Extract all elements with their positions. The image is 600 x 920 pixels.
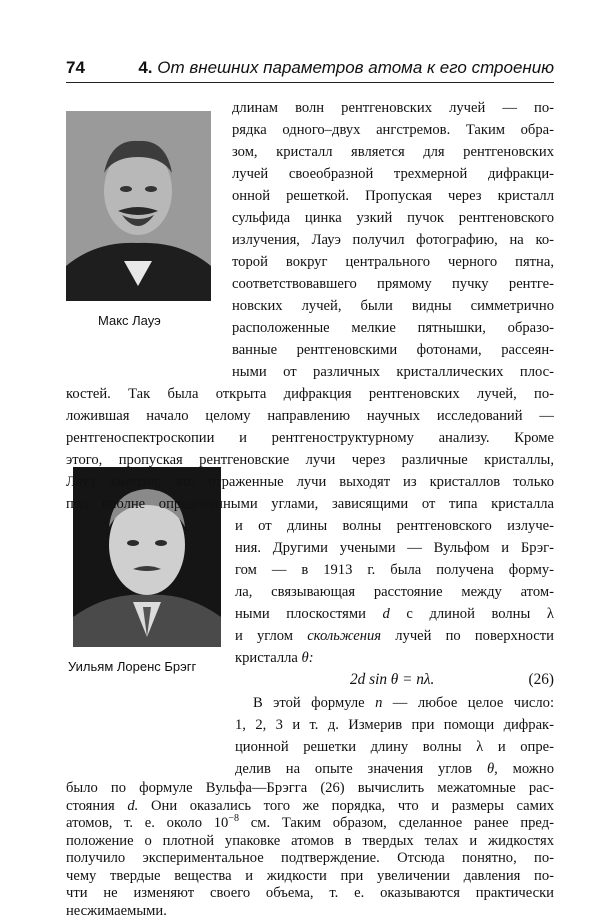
formula-expression: 2d sin θ = nλ. — [350, 671, 435, 688]
chapter-title: От внешних параметров атома к его строению — [157, 58, 554, 77]
text-line: было по формуле Вульфа—Брэгга (26) вычислить межатомные рас- — [66, 780, 554, 796]
bragg-caption: Уильям Лоренс Брэгг — [68, 659, 197, 674]
text-line: гом — в 1913 г. была получена форму- — [235, 562, 554, 578]
text-line: 1, 2, 3 и т. д. Измерив при помощи дифрак- — [235, 717, 554, 733]
text-line: и от длины волны рентгеновского излуче- — [235, 518, 554, 534]
text-line: соответствовавшего прямому пучку рентге- — [232, 276, 554, 292]
text-line: ционной решетки длину волны λ и опре- — [235, 739, 554, 755]
text-line: новских лучей, были видны симметрично — [232, 298, 554, 314]
laue-caption: Макс Лауэ — [98, 313, 161, 328]
text-line: В этой формуле n — любое целое число: — [253, 695, 555, 711]
laue-portrait-photo — [66, 111, 211, 301]
text-line: стояния d. Они оказались того же порядка, что и размеры самих — [66, 797, 554, 814]
text-line: сульфида цинка узкий пучок рентгеновского — [232, 210, 554, 226]
running-title — [138, 58, 554, 78]
text-line: получило экспериментальное подтверждение. Отсюда понятно, по- — [66, 850, 554, 866]
text-line: онной решеткой. Пропуская через кристалл — [232, 188, 554, 204]
text-line: торой вокруг центрального черного пятна, — [232, 254, 554, 270]
text-line: чти не изменяют своего объема, т. е. оказываются практически — [66, 885, 554, 901]
text-line: зом, кристалл является для рентгеновских — [232, 144, 554, 160]
text-line: положение о плотной упаковке атомов в твердых телах и жидкостях — [66, 832, 554, 849]
page-header — [66, 54, 554, 82]
header-rule — [66, 82, 554, 83]
text-line: длинам волн рентгеновских лучей — по- — [232, 100, 554, 116]
text-line: кристалла θ: — [235, 650, 314, 666]
text-line: расположенные мелкие пятнышки, образо- — [232, 320, 554, 336]
text-line: делив на опыте значения углов θ, можно — [235, 761, 554, 777]
text-line: рядка одного–двух ангстремов. Таким обра- — [232, 122, 554, 138]
text-line: и углом скольжения лучей по поверхности — [235, 628, 554, 644]
chapter-number: 4. — [138, 58, 153, 77]
text-line: атомов, т. е. около $10^{-8}$ см. Таким образом, сделанное ранее пред- — [66, 813, 554, 831]
text-line: рентгеноспектроскопии и рентгеноструктурному анализу. Кроме — [66, 430, 554, 446]
text-line: несжимаемыми. — [66, 902, 167, 919]
text-line: ния. Другими учеными — Вульфом и Брэг- — [235, 540, 554, 556]
text-line: Лауэ заметил, что отраженные лучи выходят из кристаллов только — [66, 474, 554, 490]
text-line: этого, пропуская рентгеновские лучи через различные кристаллы, — [66, 452, 554, 468]
wulff-bragg-formula — [330, 669, 554, 691]
text-line: ложившая начало целому направлению научных исследований — — [66, 408, 554, 424]
text-line: ванные рентгеновскими фотонами, рассеян- — [232, 342, 554, 358]
text-line: ными плоскостями d с длиной волны λ — [235, 606, 554, 622]
text-line: лучей своеобразной трехмерной дифракци- — [232, 166, 554, 182]
equation-number: (26) — [528, 671, 554, 688]
text-line: ла, связывающая расстояние между атом- — [235, 584, 554, 600]
text-line: чему твердые вещества и жидкости при увеличении давления по- — [66, 867, 554, 884]
text-line: ными от различных кристаллических плос- — [232, 364, 554, 380]
text-line: костей. Так была открыта дифракция рентгеновских лучей, по- — [66, 386, 554, 402]
text-line: под вполне определенными углами, зависящими от типа кристалла — [66, 496, 554, 512]
text-line: излучения, Лауэ получил фотографию, на ко- — [232, 232, 554, 248]
page-number: 74 — [66, 58, 85, 77]
